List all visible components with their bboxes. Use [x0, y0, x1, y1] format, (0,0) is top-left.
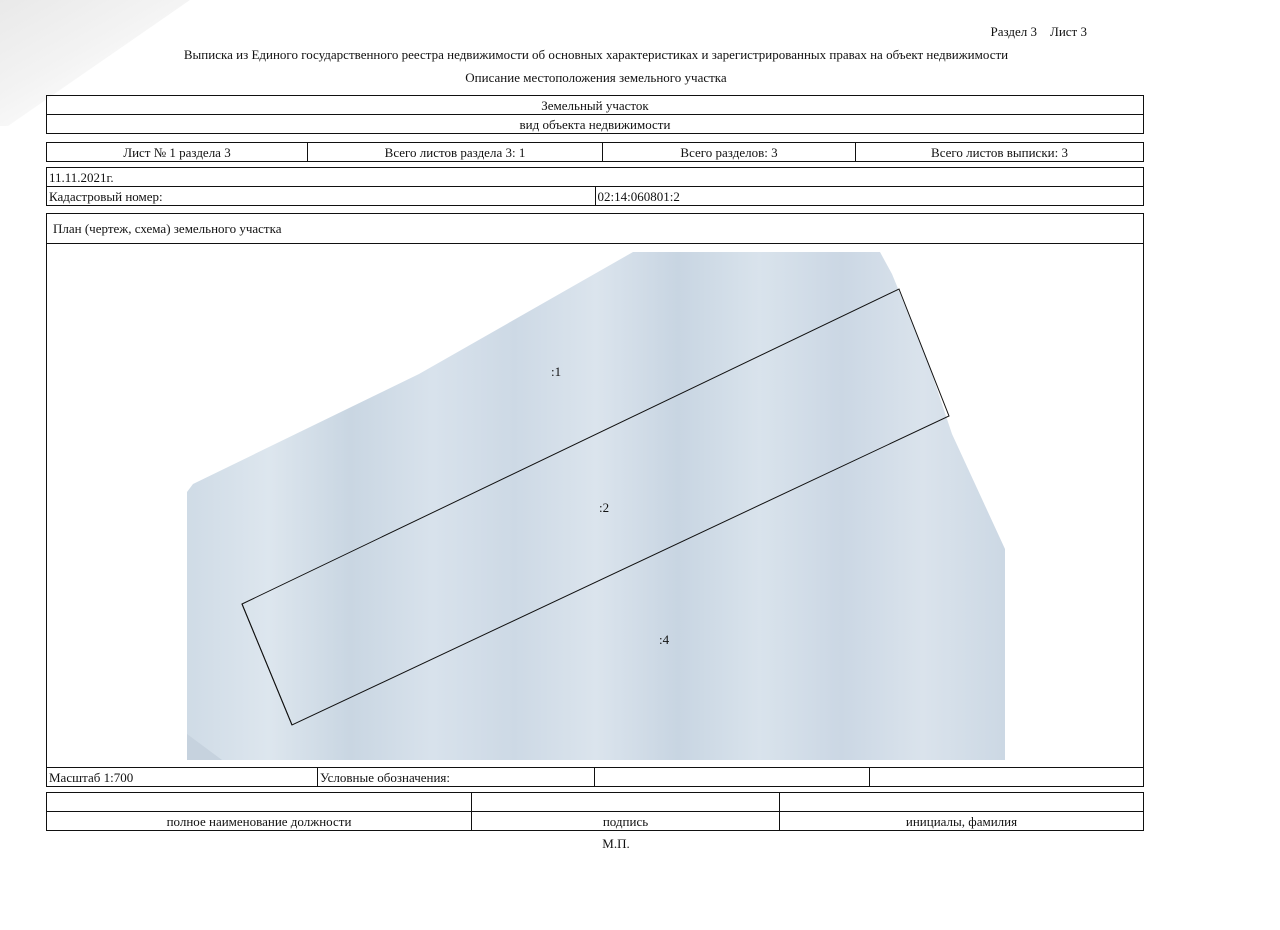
cadastral-number-label: Кадастровый номер:	[47, 187, 596, 206]
document-title: Выписка из Единого государственного реестра недвижимости об основных характеристиках и зарегистрированных правах на объект недвижимости	[183, 47, 1009, 62]
info-table	[46, 167, 1144, 206]
sheet-number: Лист 3	[1050, 24, 1087, 39]
conventions-empty-2	[870, 768, 1144, 787]
section-number: Раздел 3	[990, 24, 1038, 39]
plan-header	[47, 214, 1143, 244]
position-blank	[47, 793, 472, 812]
parcel-label-2: :2	[599, 500, 610, 515]
parcel-label-1: :1	[551, 364, 562, 379]
extract-date: 11.11.2021г.	[47, 168, 1144, 187]
conventions-label: Условные обозначения:	[318, 768, 595, 787]
cadastral-number-value: 02:14:060801:2	[595, 187, 1144, 206]
signature-blank	[472, 793, 780, 812]
object-type-value: Земельный участок	[47, 96, 1144, 115]
document-subtitle: Описание местоположения земельного участка	[465, 70, 727, 85]
plan-label: План (чертеж, схема) земельного участка	[53, 221, 282, 236]
stamp-place: М.П.	[602, 836, 630, 851]
total-sections-cell: Всего разделов: 3	[603, 143, 856, 162]
position-caption: полное наименование должности	[47, 812, 472, 831]
object-type-caption: вид объекта недвижимости	[47, 115, 1144, 134]
parcel-label-4: :4	[659, 632, 670, 647]
signature-caption: подпись	[472, 812, 780, 831]
sheet-number-cell: Лист № 1 раздела 3	[47, 143, 308, 162]
signature-table	[46, 792, 1144, 831]
sheets-table	[46, 142, 1144, 162]
plan-section	[46, 213, 1144, 767]
section-sheet-header	[990, 24, 1087, 40]
scale-cell: Масштаб 1:700	[47, 768, 318, 787]
total-section-sheets-cell: Всего листов раздела 3: 1	[308, 143, 603, 162]
legend-table	[46, 767, 1144, 787]
name-blank	[780, 793, 1144, 812]
total-extract-sheets-cell: Всего листов выписки: 3	[856, 143, 1144, 162]
name-caption: инициалы, фамилия	[780, 812, 1144, 831]
map-background	[187, 252, 1005, 760]
object-type-table	[46, 95, 1144, 134]
parcel-map	[47, 244, 1143, 768]
conventions-empty-1	[595, 768, 870, 787]
